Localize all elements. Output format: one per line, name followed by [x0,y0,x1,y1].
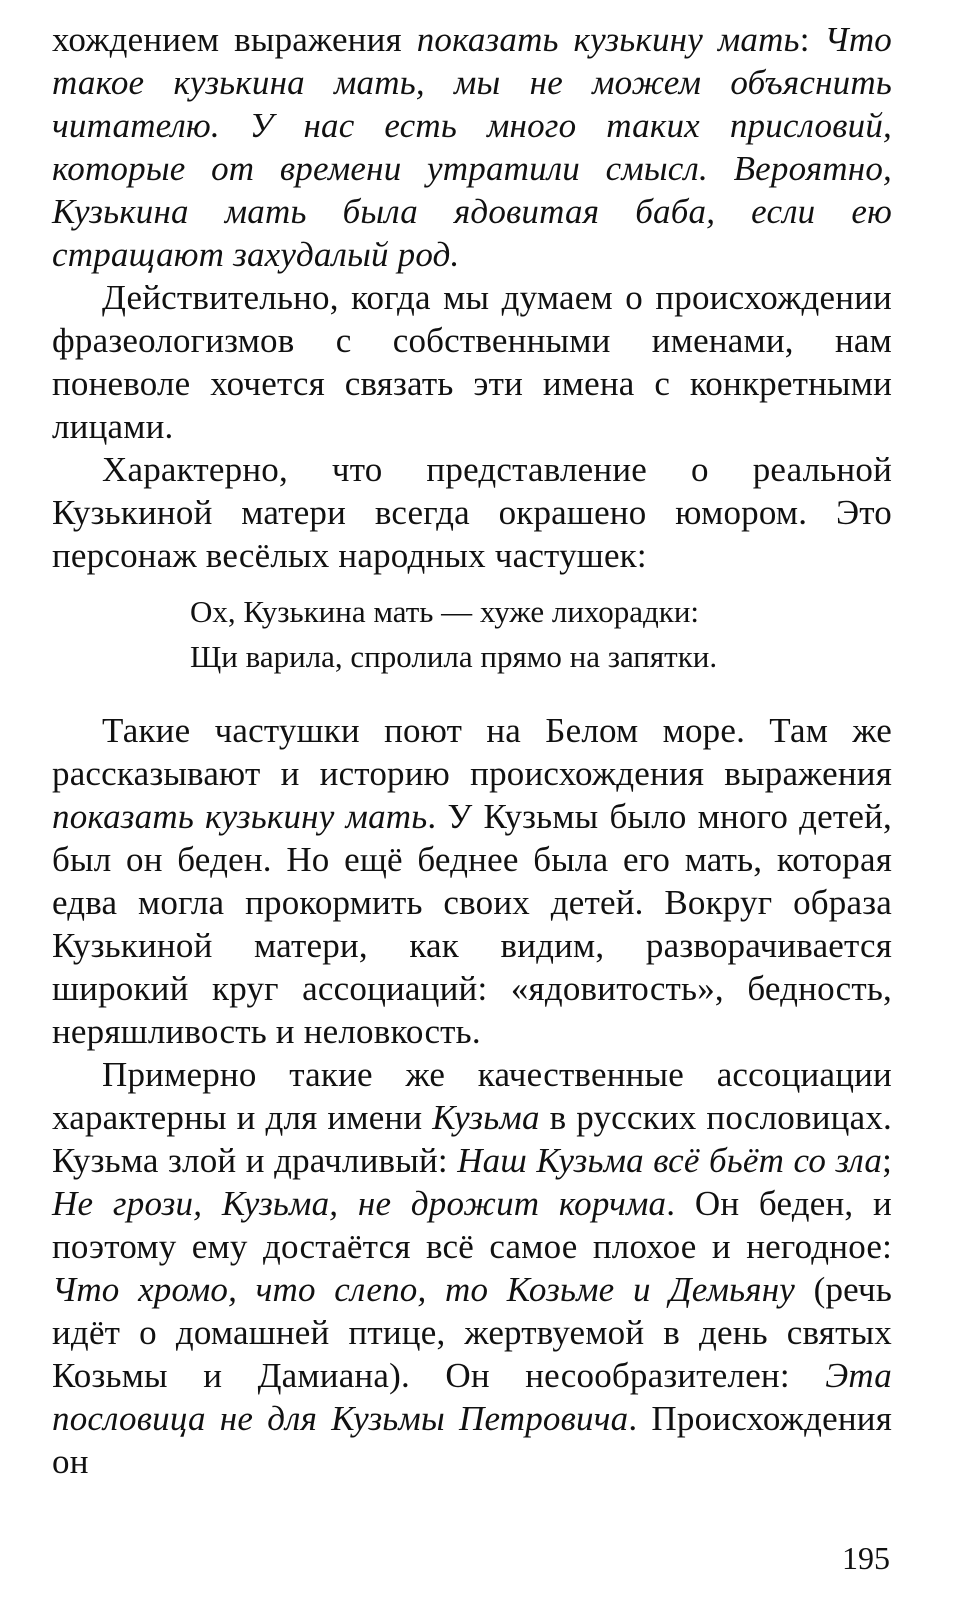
text-run: : [799,20,825,59]
italic-run: показать кузькину мать [416,20,800,59]
italic-run: Эта пословица не для Кузьмы Петровича [52,1356,892,1438]
text-run: . Происхождения он [52,1399,892,1481]
italic-run: Что хромо, что слепо, то Козьме и Демьяну [52,1270,796,1309]
text-run: в русских пословицах. Кузьма злой и драчливый: [52,1098,892,1180]
text-run: Примерно такие же качественные ассоциации характерны и для имени [52,1055,892,1137]
verse-block [190,589,892,679]
text-run: Действительно, когда мы думаем о происхождении фразеологизмов с собственными именами, нам поневоле хочется связать эти имена с конкретными лицами. [52,278,892,446]
italic-run: Наш Кузьма всё бьёт со зла [457,1141,883,1180]
text-run: ; [882,1141,892,1180]
paragraph-2 [52,276,892,448]
italic-run: показать кузькину мать [52,797,428,836]
text-run: (речь идёт о домашней птице, жертвуемой в день святых Козьмы и Дамиана). Он несообразителен: [52,1270,892,1395]
text-run: Характерно, что представление о реальной Кузькиной матери всегда окрашено юмором. Это персонаж весёлых народных частушек: [52,450,892,575]
italic-run: Что такое кузькина мать, мы не можем объяснить читателю. У нас есть много таких присловий, которые от времени утратили смысл. Вероятно, Кузькина мать была ядовитая баба, если ею стращают захудалый род. [52,20,892,274]
text-run: хождением выражения [52,20,417,59]
verse-line: Щи варила, спролила прямо на запятки. [190,639,718,674]
text-run: . У Кузьмы было много детей, был он беден. Но ещё беднее была его мать, которая едва могла прокормить своих детей. Вокруг образа Кузькиной матери, как видим, разворачивается широкий круг ассоциаций: «ядовитость», бедность, неряшливость и неловкость. [52,797,892,1051]
italic-run: Не грози, Кузьма, не дрожит корчма [52,1184,667,1223]
paragraph-4 [52,709,892,1053]
page-number: 195 [842,1540,890,1576]
text-run: . Он беден, и поэтому ему достаётся всё самое плохое и негодное: [52,1184,892,1266]
book-page [52,18,892,1483]
italic-run: Кузьма [432,1098,540,1137]
text-run: Такие частушки поют на Белом море. Там же рассказывают и историю происхождения выражения [52,711,892,793]
verse-line: Ох, Кузькина мать — хуже лихорадки: [190,594,700,629]
paragraph-5 [52,1053,892,1483]
paragraph-3 [52,448,892,577]
paragraph-1 [52,18,892,276]
